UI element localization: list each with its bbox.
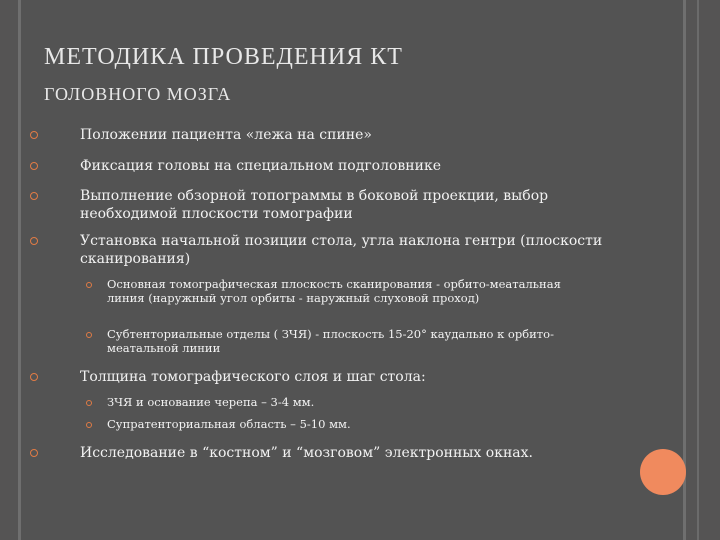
bullet-icon [30,237,38,245]
decorative-circle [640,449,686,495]
bullet-icon [30,373,38,381]
title-line-2: ГОЛОВНОГО МОЗГА [44,84,232,104]
list-item: Толщина томографического слоя и шаг стола: [80,369,426,385]
list-item: Исследование в “костном” и “мозговом” электронных окнах. [80,445,533,461]
sub-bullet-icon [86,400,92,406]
sub-bullet-icon [86,332,92,338]
sub-list-item: Субтенториальные отделы ( ЗЧЯ) - плоскость 15-20° каудально к орбито-меатальной линии [107,327,554,355]
slide-title [44,40,644,108]
sub-list-item: Супратенториальная область – 5-10 мм. [107,417,351,431]
title-line-1: МЕТОДИКА ПРОВЕДЕНИЯ КТ [44,44,403,70]
sub-bullet-icon [86,422,92,428]
sub-list-item: Основная томографическая плоскость сканирования - орбито-меатальная линия (наружный угол орбиты - наружный слуховой проход) [107,277,561,305]
sub-bullet-icon [86,282,92,288]
bullet-icon [30,449,38,457]
list-item: Установка начальной позиции стола, угла наклона гентри (плоскости сканирования) [80,233,603,267]
bullet-icon [30,192,38,200]
decorative-side-line [697,0,699,540]
list-item: Положении пациента «лежа на спине» [80,127,372,143]
list-item: Фиксация головы на специальном подголовнике [80,158,441,174]
bullet-icon [30,131,38,139]
bullet-icon [30,162,38,170]
sub-list-item: ЗЧЯ и основание черепа – 3-4 мм. [107,395,315,409]
list-item: Выполнение обзорной топограммы в боковой проекции, выбор необходимой плоскости томографии [80,188,549,222]
